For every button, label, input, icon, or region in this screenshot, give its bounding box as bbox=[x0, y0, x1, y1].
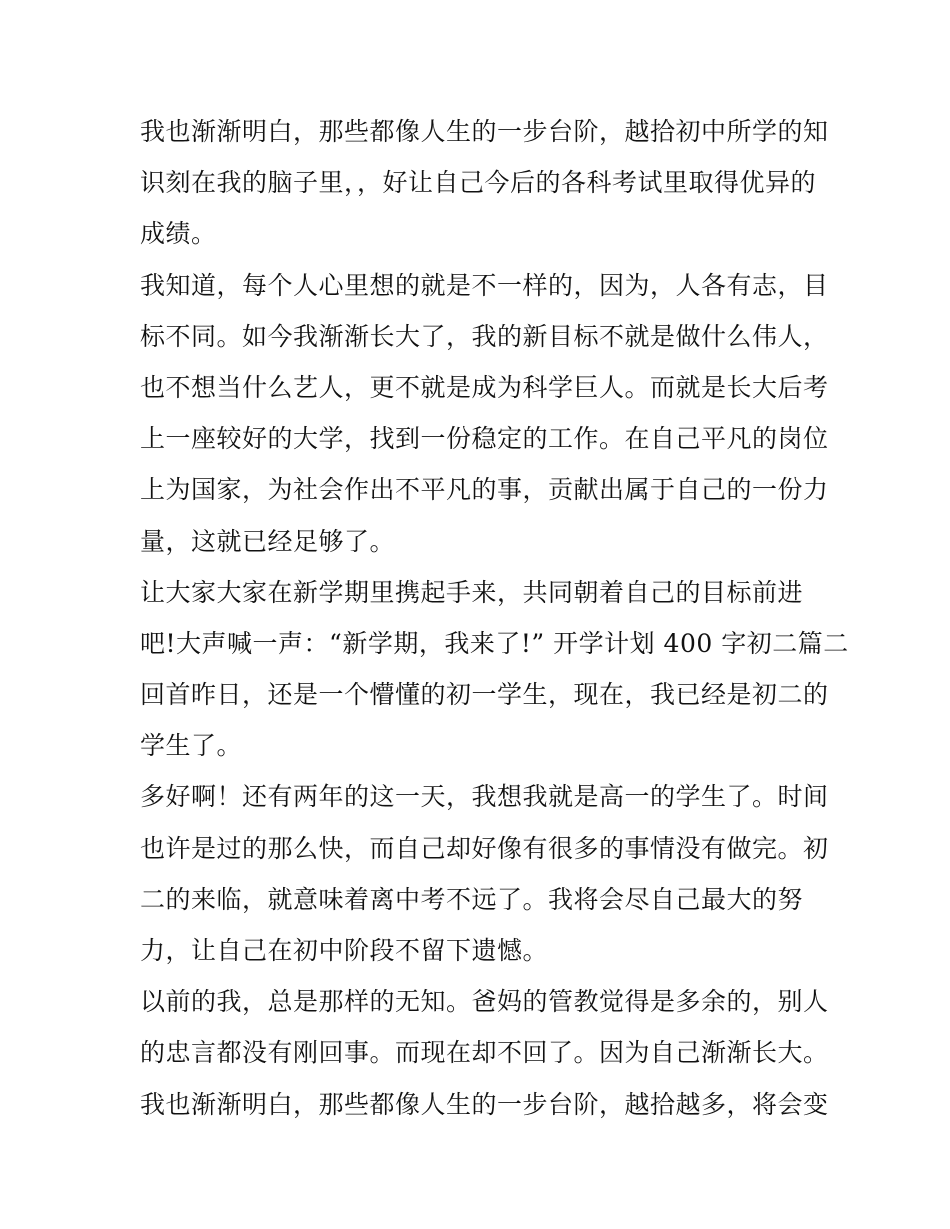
text-line: 量，这就已经足够了。 bbox=[140, 526, 396, 556]
paragraph-1 bbox=[140, 106, 829, 260]
text-line: 二的来临，就意味着离中考不远了。我将会尽自己最大的努 bbox=[140, 884, 804, 914]
text-line: 吧!大声喊一声：“新学期，我来了!” 开学计划 400 字初二篇二 bbox=[140, 628, 849, 658]
text-line: 的忠言都没有刚回事。而现在却不回了。因为自己渐渐长大。 bbox=[140, 1038, 829, 1068]
text-line: 力，让自己在初中阶段不留下遗憾。 bbox=[140, 936, 549, 965]
text-line: 学生了。 bbox=[140, 731, 243, 761]
text-line: 上为国家，为社会作出不平凡的事，贡献出属于自己的一份力 bbox=[140, 475, 829, 505]
text-line: 也许是过的那么快，而自己却好像有很多的事情没有做完。初 bbox=[140, 833, 829, 863]
document-body bbox=[140, 106, 849, 1130]
text-line: 我知道，每个人心里想的就是不一样的，因为，人各有志，目 bbox=[140, 270, 829, 300]
paragraph-4 bbox=[140, 771, 829, 976]
text-line: 我也渐渐明白，那些都像人生的一步台阶，越拾越多，将会变 bbox=[140, 1089, 829, 1119]
paragraph-2 bbox=[140, 260, 829, 567]
text-line: 标不同。如今我渐渐长大了，我的新目标不就是做什么伟人， bbox=[140, 321, 829, 351]
text-line: 回首昨日，还是一个懵懂的初一学生，现在，我已经是初二的 bbox=[140, 680, 829, 710]
text-line: 多好啊！还有两年的这一天，我想我就是高一的学生了。时间 bbox=[140, 782, 829, 812]
paragraph-5 bbox=[140, 976, 829, 1130]
text-line: 以前的我，总是那样的无知。爸妈的管教觉得是多余的，别人 bbox=[140, 987, 829, 1017]
text-line: 上一座较好的大学，找到一份稳定的工作。在自己平凡的岗位 bbox=[140, 424, 829, 454]
text-line: 我也渐渐明白，那些都像人生的一步台阶，越拾初中所学的知 bbox=[140, 117, 829, 146]
paragraph-3 bbox=[140, 567, 849, 772]
text-line: 识刻在我的脑子里，，好让自己今后的各科考试里取得优异的 bbox=[140, 168, 817, 198]
text-line: 成绩。 bbox=[140, 219, 217, 249]
text-line: 让大家大家在新学期里携起手来，共同朝着自己的目标前进 bbox=[140, 577, 804, 607]
text-line: 也不想当什么艺人，更不就是成为科学巨人。而就是长大后考 bbox=[140, 372, 829, 402]
